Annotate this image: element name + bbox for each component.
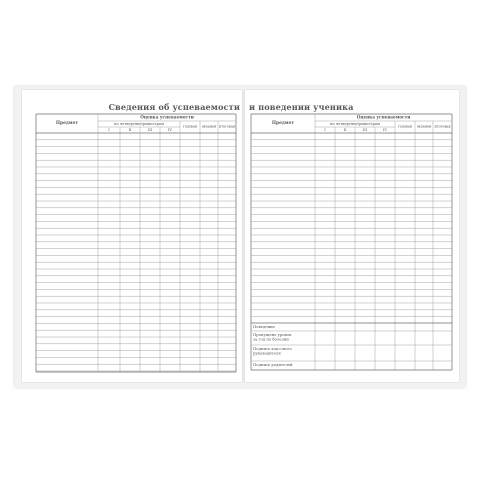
quarter-label-4: IV [167,128,173,132]
quarters-header: по четвертям/триместрам [330,122,380,127]
footer-row-label-4: Подпись родителей [253,362,293,367]
quarters-header: по четвертям/триместрам [114,122,164,127]
exam-header: экзамен [416,124,432,129]
left-grades-table [22,90,243,382]
quarter-label-2: II [343,128,347,132]
footer-row-label-3: руководителя [253,350,281,356]
quarter-label-4: IV [382,128,388,132]
final-header: итоговая [434,124,451,129]
right-grades-table [245,90,459,382]
subject-header: Предмет [271,121,295,126]
annual-header: годовая [397,124,413,129]
annual-header: годовая [182,124,198,129]
quarter-label-3: III [362,128,368,132]
quarter-label-1: I [324,128,326,132]
subject-header: Предмет [55,121,79,126]
footer-row-label-3: Подпись классного [253,346,292,351]
right-page-title: и поведении ученика [249,102,354,112]
exam-header: экзамен [201,124,217,129]
final-header: итоговая [218,124,236,129]
quarter-label-1: I [108,128,110,132]
left-page [22,90,243,382]
footer-row-label-2: за год по болезни [253,336,289,342]
quarter-label-2: II [128,128,132,132]
quarter-label-3: III [147,128,153,132]
grades-header: Оценка успеваемости [356,114,411,120]
footer-row-label-2: Пропущено уроков [253,332,292,337]
footer-row-label-1: Поведение [253,324,275,329]
grades-header: Оценка успеваемости [140,114,194,120]
right-page [245,90,459,382]
left-page-title: Сведения об успеваемости [108,102,240,112]
